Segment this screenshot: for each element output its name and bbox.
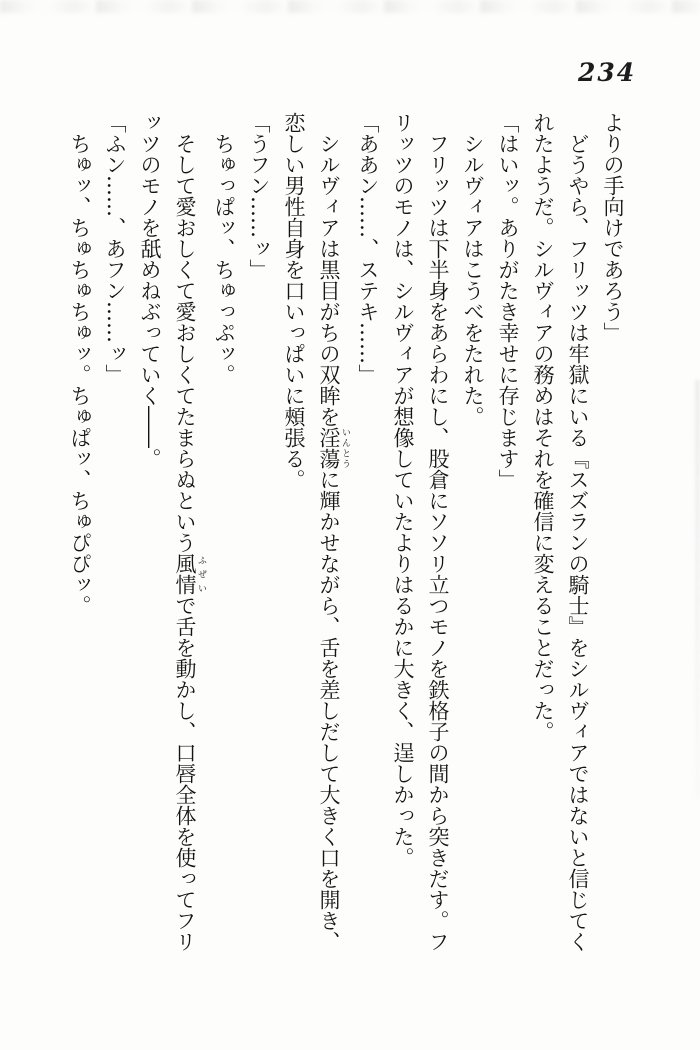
text-line: シルヴィアは黒目がちの双眸を淫蕩 いんとうに輝かせながら、舌を差しだして大きく口を開き、: [317, 133, 350, 952]
page-number: 234: [578, 58, 637, 87]
text-line: シルヴィアはこうべをたれた。: [461, 133, 485, 427]
furigana-term: 淫蕩 いんとう: [317, 427, 350, 469]
furigana-term: 風情 ふぜい: [173, 553, 206, 595]
furigana-reading: いんとう: [340, 427, 350, 469]
vertical-text-block: [62, 112, 630, 957]
text-line: そして愛おしくて愛おしくてたまらぬという風情 ふぜいで舌を動かし、口唇全体を使ってフリ: [173, 133, 206, 952]
text-line: ッツのモノを舐めねぶっていく――。: [138, 112, 162, 469]
text-line: れたようだ。シルヴィアの務めはそれを確信に変えることだった。: [531, 112, 555, 742]
text-line: ちゅっぱッ、ちゅっぷッ。: [212, 133, 236, 385]
text-line: 「ああン……、ステキ……」: [356, 112, 380, 385]
text-line: ちゅッ、ちゅちゅちゅッ。ちゅぱッ、ちゅぴぴッ。: [68, 133, 92, 616]
text-line: 恋しい男性自身を口いっぱいに頰張る。: [282, 112, 306, 490]
text-line: 「ふン……、あフン……ッ」: [103, 112, 127, 385]
furigana-reading: ふぜい: [196, 553, 206, 595]
scan-artifact-top: [0, 0, 700, 13]
scan-artifact-right-edge: [695, 380, 700, 800]
text-line: 「はいッ。ありがたき幸せに存じます」: [496, 112, 520, 490]
text-line: 「うフン……ッ」: [247, 112, 271, 280]
text-line: よりの手向けであろう」: [601, 112, 625, 343]
text-line: どうやら、フリッツは牢獄にいる『スズランの騎士』をシルヴィアではないと信じてく: [566, 133, 590, 952]
text-line: フリッツは下半身をあらわにし、股倉にソソリ立つモノを鉄格子の間から突きだす。フ: [426, 133, 450, 952]
text-line: リッツのモノは、シルヴィアが想像していたよりはるかに大きく、逞しかった。: [391, 112, 415, 868]
